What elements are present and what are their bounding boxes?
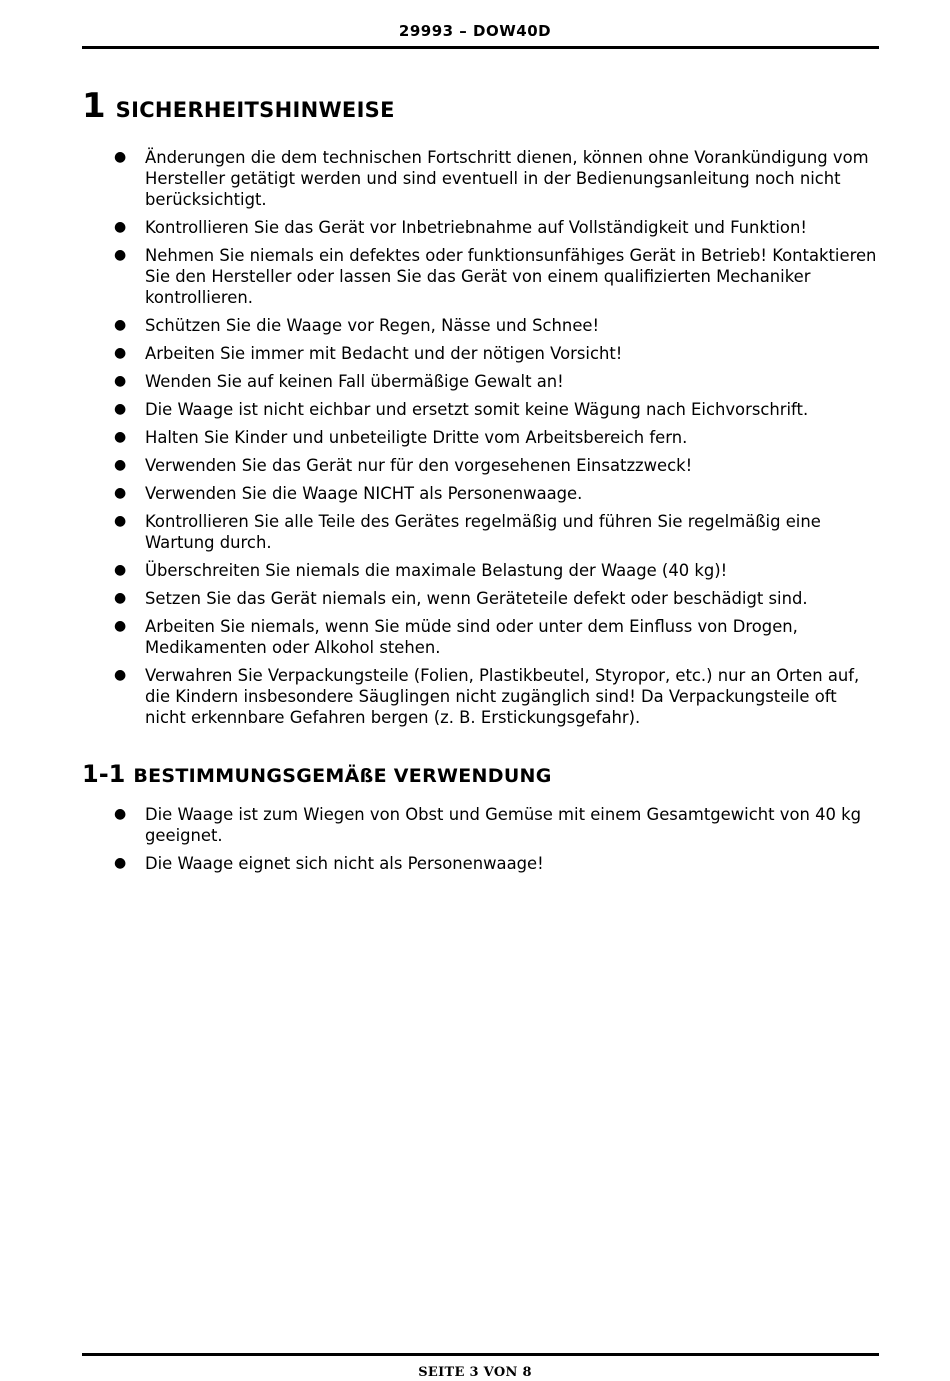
bullet-icon: ●	[114, 373, 127, 389]
list-item	[82, 483, 882, 504]
list-item	[82, 853, 882, 874]
list-item-text: Verwahren Sie Verpackungsteile (Folien, Plastikbeutel, Styropor, etc.) nur an Orten auf, die Kindern insbesondere Säuglingen nicht zugänglich sind! Da Verpackungsteile oft nicht erkennbare Gefahren bergen (z. B. Erstickungsgefahr).	[145, 666, 860, 727]
list-item	[82, 455, 882, 476]
list-item	[82, 665, 882, 728]
list-item	[82, 315, 882, 336]
list-item-text: Verwenden Sie das Gerät nur für den vorgesehenen Einsatzzweck!	[145, 456, 693, 475]
bullet-icon: ●	[114, 806, 127, 822]
list-item	[82, 616, 882, 658]
list-item	[82, 804, 882, 846]
header-rule	[82, 46, 879, 49]
list-item-text: Die Waage ist zum Wiegen von Obst und Gemüse mit einem Gesamtgewicht von 40 kg geeignet.	[145, 805, 862, 845]
list-item-text: Die Waage ist nicht eichbar und ersetzt somit keine Wägung nach Eichvorschrift.	[145, 400, 809, 419]
section-heading-intended-use	[82, 752, 552, 790]
bullet-icon: ●	[114, 485, 127, 501]
list-item-text: Kontrollieren Sie alle Teile des Gerätes regelmäßig und führen Sie regelmäßig eine Wartung durch.	[145, 512, 821, 552]
section-title: BESTIMMUNGSGEMÄßE VERWENDUNG	[133, 765, 552, 787]
document-header-title: 29993 – DOW40D	[398, 22, 552, 40]
bullet-icon: ●	[114, 401, 127, 417]
bullet-icon: ●	[114, 855, 127, 871]
bullet-icon: ●	[114, 618, 127, 634]
bullet-icon: ●	[114, 247, 127, 263]
list-item-text: Setzen Sie das Gerät niemals ein, wenn Geräteteile defekt oder beschädigt sind.	[145, 589, 808, 608]
list-item-text: Überschreiten Sie niemals die maximale Belastung der Waage (40 kg)!	[145, 561, 728, 580]
list-item	[82, 245, 882, 308]
list-item	[82, 560, 882, 581]
section-number: 1-1	[82, 760, 126, 788]
bullet-icon: ●	[114, 345, 127, 361]
safety-instructions-list	[82, 147, 882, 735]
bullet-icon: ●	[114, 513, 127, 529]
intended-use-list	[82, 804, 882, 881]
list-item-text: Nehmen Sie niemals ein defektes oder funktionsunfähiges Gerät in Betrieb! Kontaktieren Sie den Hersteller oder lassen Sie das Gerät von einem qualifizierten Mechaniker kontrollieren.	[145, 246, 877, 307]
section-number: 1	[82, 86, 106, 126]
list-item-text: Verwenden Sie die Waage NICHT als Personenwaage.	[145, 484, 583, 503]
bullet-icon: ●	[114, 562, 127, 578]
list-item-text: Halten Sie Kinder und unbeteiligte Dritte vom Arbeitsbereich fern.	[145, 428, 688, 447]
list-item-text: Die Waage eignet sich nicht als Personenwaage!	[145, 854, 544, 873]
list-item-text: Arbeiten Sie immer mit Bedacht und der nötigen Vorsicht!	[145, 344, 623, 363]
list-item-text: Änderungen die dem technischen Fortschritt dienen, können ohne Vorankündigung vom Hersteller getätigt werden und sind eventuell in der Bedienungsanleitung noch nicht berücksichtigt.	[145, 148, 869, 209]
list-item	[82, 588, 882, 609]
section-heading-safety	[82, 86, 395, 126]
page-number: SEITE 3 VON 8	[418, 1365, 532, 1380]
list-item-text: Arbeiten Sie niemals, wenn Sie müde sind oder unter dem Einfluss von Drogen, Medikamenten oder Alkohol stehen.	[145, 617, 798, 657]
list-item	[82, 147, 882, 210]
bullet-icon: ●	[114, 219, 127, 235]
bullet-icon: ●	[114, 590, 127, 606]
list-item	[82, 371, 882, 392]
list-item-text: Schützen Sie die Waage vor Regen, Nässe und Schnee!	[145, 316, 600, 335]
list-item	[82, 217, 882, 238]
bullet-icon: ●	[114, 457, 127, 473]
list-item-text: Kontrollieren Sie das Gerät vor Inbetriebnahme auf Vollständigkeit und Funktion!	[145, 218, 807, 237]
bullet-icon: ●	[114, 667, 127, 683]
section-title: SICHERHEITSHINWEISE	[115, 98, 395, 122]
list-item	[82, 343, 882, 364]
bullet-icon: ●	[114, 317, 127, 333]
footer-rule	[82, 1353, 879, 1356]
list-item	[82, 427, 882, 448]
list-item	[82, 399, 882, 420]
list-item-text: Wenden Sie auf keinen Fall übermäßige Gewalt an!	[145, 372, 564, 391]
list-item	[82, 511, 882, 553]
bullet-icon: ●	[114, 429, 127, 445]
bullet-icon: ●	[114, 149, 127, 165]
